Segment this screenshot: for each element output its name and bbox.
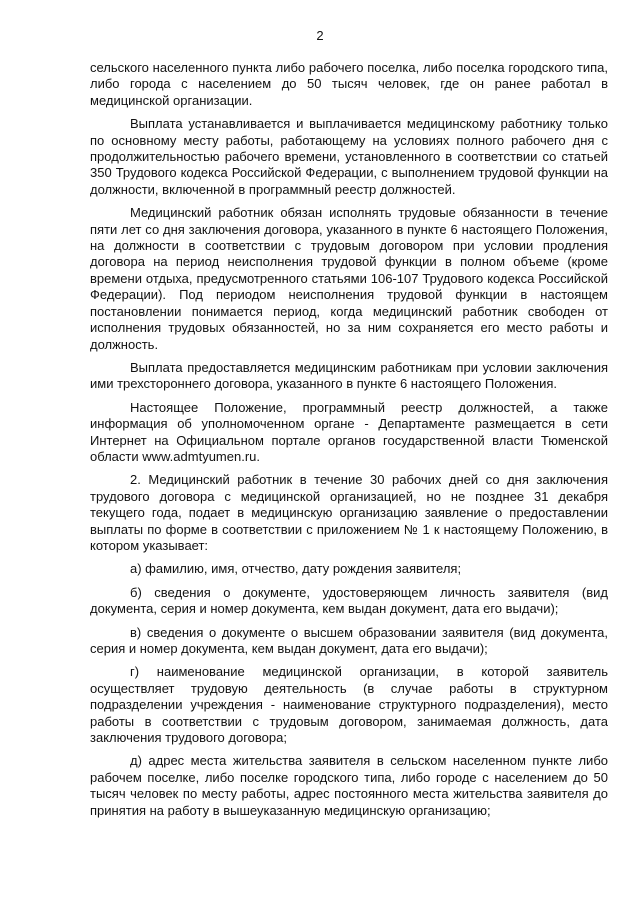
document-body	[90, 60, 608, 826]
paragraph: в) сведения о документе о высшем образовании заявителя (вид документа, серия и номер документа, кем выдан документ, дата его выдачи);	[90, 624, 608, 656]
paragraph: а) фамилию, имя, отчество, дату рождения заявителя;	[130, 561, 462, 577]
paragraph: б) сведения о документе, удостоверяющем личность заявителя (вид документа, серия и номер документа, кем выдан документ, дата его выдачи);	[90, 584, 608, 617]
paragraph: д) адрес места жительства заявителя в сельском населенном пункте либо рабочем поселке, либо поселке городского типа, либо городе с населением до 50 тысяч человек по месту работы, адрес постоянного места жительства заявителя до принятия на работу в вышеуказанную медицинскую организацию;	[90, 753, 608, 818]
paragraph: Выплата устанавливается и выплачивается медицинскому работнику только по основному месту работы, работающему на условиях полного рабочего дня с продолжительностью рабочего времени, установленного в соответствии со статьей 350 Трудового кодекса Российской Федерации, с выполнением трудовой функции на должности, включенной в программный реестр должностей.	[90, 116, 608, 197]
paragraph: г) наименование медицинской организации, в которой заявитель осуществляет трудовую деятельность (в случае работы в структурном подразделении учреждения - наименование структурного подразделения), место работы в соответствии с трудовым договором, занимаемая должность, дата заключения трудового договора;	[90, 664, 608, 746]
paragraph: 2. Медицинский работник в течение 30 рабочих дней со дня заключения трудового договора с медицинской организацией, но не позднее 31 декабря текущего года, подает в медицинскую организацию заявление о предоставлении выплаты по форме в соответствии с приложением № 1 к настоящему Положению, в котором указывает:	[90, 472, 608, 553]
page-number: 2	[316, 28, 324, 43]
paragraph: Выплата предоставляется медицинским работникам при условии заключения ими трехстороннего договора, указанного в пункте 6 настоящего Положения.	[90, 359, 608, 392]
paragraph: сельского населенного пункта либо рабочего поселка, либо поселка городского типа, либо города с населением до 50 тысяч человек, где он ранее работал в медицинской организации.	[90, 60, 608, 108]
paragraph: Медицинский работник обязан исполнять трудовые обязанности в течение пяти лет со дня заключения договора, указанного в пункте 6 настоящего Положения, на должности в соответствии с трудовым договором при условии продления договора на период неисполнения трудовой функции в полном объеме (кроме времени отдыха, предусмотренного статьями 106-107 Трудового кодекса Российской Федерации). Под периодом неисполнения трудовой функции в настоящем постановлении понимается период, когда медицинский работник свободен от исполнения трудовых обязанностей, но за ним сохраняется его место работы и должность.	[90, 205, 608, 352]
paragraph: Настоящее Положение, программный реестр должностей, а также информация об уполномоченном органе - Департаменте размещается в сети Интернет на Официальном портале органов государственной власти Тюменской области www.admtyumen.ru.	[90, 399, 608, 464]
